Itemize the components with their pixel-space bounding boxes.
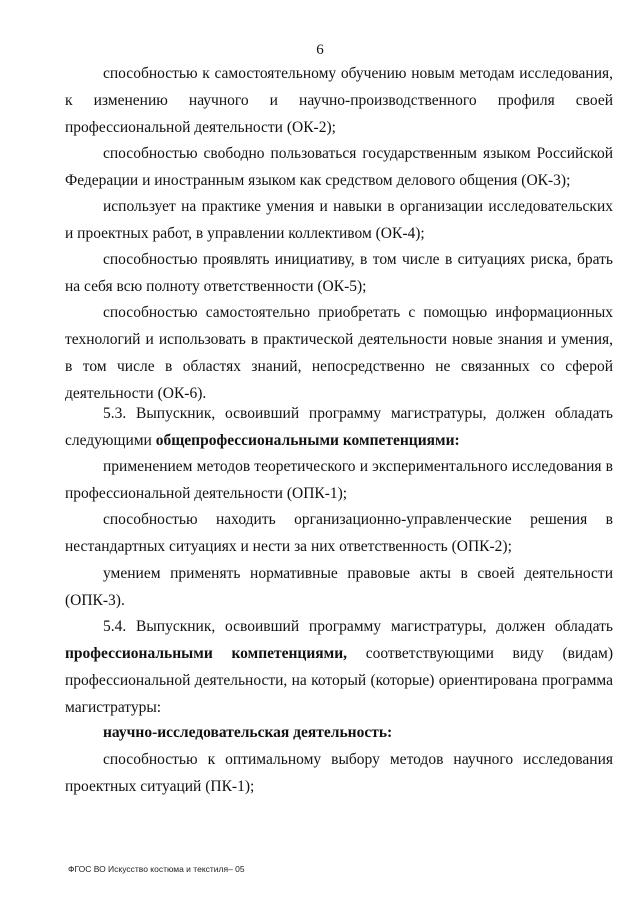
paragraph-ok6: способностью самостоятельно приобретать с помощью информационных технологий и использовать в практической деятельности новые знания и умения, в том числе в областях знаний, непосредственно не связанных со сферой деятельности (ОК-6).	[65, 304, 613, 402]
paragraph-ok5: способностью проявлять инициативу, в том числе в ситуациях риска, брать на себя всю полноту ответственности (ОК-5);	[65, 251, 613, 295]
footer-text: ФГОС ВО Искусство костюма и текстиля– 05	[68, 864, 245, 874]
paragraph-5-4-rest: соответствующими виду (видам) профессиональной деятельности, на который (которые) ориентирована программа магистратуры:	[65, 645, 613, 716]
paragraph-opk2: способностью находить организационно-управленческие решения в нестандартных ситуациях и нести за них ответственность (ОПК-2);	[65, 511, 613, 555]
page-number: 6	[316, 42, 324, 58]
paragraph-ok2: способностью к самостоятельному обучению новым методам исследования, к изменению научного и научно-производственного профиля своей профессиональной деятельности (ОК-2);	[65, 65, 613, 136]
paragraph-ok4: использует на практике умения и навыки в организации исследовательских и проектных работ, в управлении коллективом (ОК-4);	[65, 198, 613, 242]
paragraph-pk1: способностью к оптимальному выбору методов научного исследования проектных ситуаций (ПК-1);	[65, 751, 613, 795]
paragraph-ok3: способностью свободно пользоваться государственным языком Российской Федерации и иностранным языком как средством делового общения (ОК-3);	[65, 145, 613, 189]
paragraph-5-3	[65, 400, 613, 454]
paragraph-5-4	[65, 613, 613, 721]
paragraph-5-3-bold: общепрофессиональными компетенциями:	[155, 432, 460, 449]
paragraph-5-3-text: 5.3. Выпускник, освоивший программу магистратуры, должен обладать следующими	[65, 405, 613, 449]
paragraph-5-4-text: 5.4. Выпускник, освоивший программу магистратуры, должен обладать	[103, 618, 613, 635]
paragraph-opk1: применением методов теоретического и экспериментального исследования в профессиональной деятельности (ОПК-1);	[65, 458, 613, 502]
section-heading-research: научно-исследовательская деятельность:	[103, 724, 393, 741]
paragraph-5-4-bold: профессиональными компетенциями,	[65, 645, 348, 662]
paragraph-opk3: умением применять нормативные правовые акты в своей деятельности (ОПК-3).	[65, 565, 613, 609]
